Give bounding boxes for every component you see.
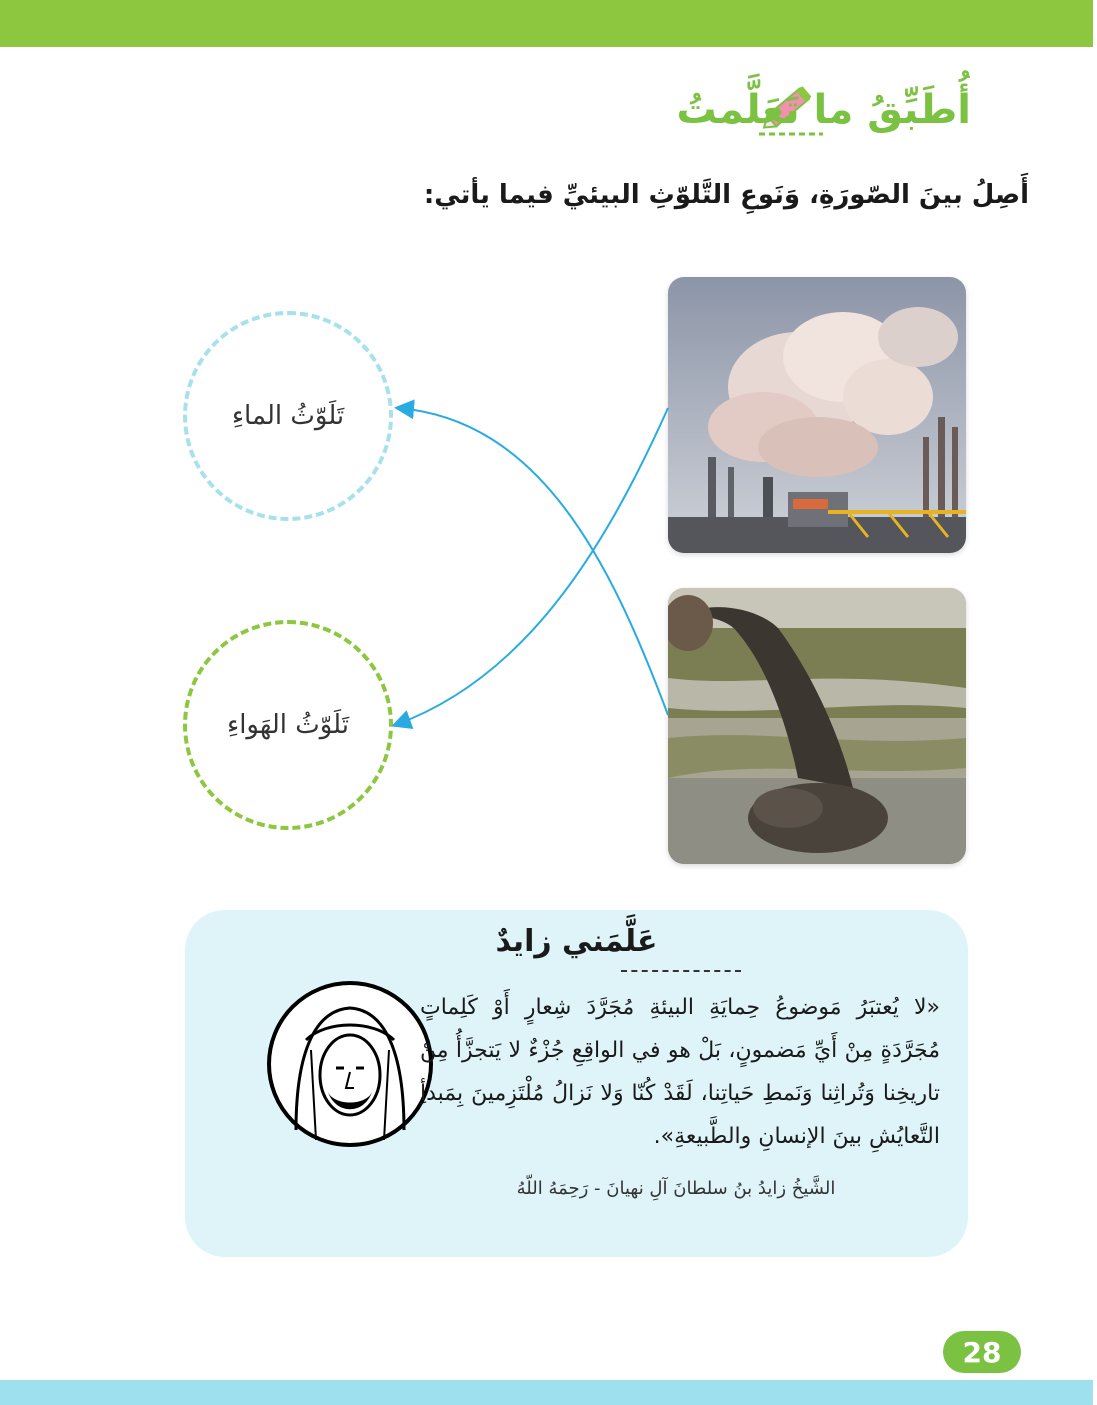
bottom-color-bar: [0, 1380, 1093, 1405]
quote-title-underline: [621, 970, 741, 972]
zayed-quote-box: [185, 910, 968, 1257]
arrow-water-to-sewage: [398, 408, 668, 715]
air-pollution-label: تَلَوّثُ الهَواءِ: [226, 710, 350, 740]
quote-title: عَلَّمَني زايدٌ: [495, 924, 658, 959]
top-color-bar: [0, 0, 1093, 47]
instruction-text: أَصِلُ بينَ الصّورَةِ، وَنَوعِ التَّلوّثِ البيئيِّ فيما يأتي:: [423, 180, 1029, 210]
page-title: [677, 80, 972, 140]
quote-text: «لا يُعتبَرُ مَوضوعُ حِمايَةِ البيئةِ مُجَرَّدَ شِعارٍ أَوْ كَلِماتٍ مُجَرَّدَةٍ مِنْ أَيِّ مَضمونٍ، بَلْ هو في الواقِعِ جُزْءٌ لا يَتجزَّأُ مِنْ تاريخِنا وَتُراثِنا وَنَمطِ حَياتِنا، لَقَدْ كُنّا وَلا نَزالُ مُلْتَزِمينَ بِمَبدأِ التَّعايُشِ بينَ الإنسانِ والطَّبيعةِ».: [420, 995, 940, 1149]
arrow-air-to-factory: [395, 408, 668, 725]
page-number: 28: [943, 1331, 1021, 1373]
air-pollution-circle[interactable]: [183, 620, 393, 830]
water-pollution-circle[interactable]: [183, 311, 393, 521]
title-text: أُطَبِّقُ ما تَعَلَّمتُ: [676, 87, 971, 133]
water-pollution-label: تَلَوّثُ الماءِ: [231, 401, 345, 431]
sewage-pipe-photo[interactable]: [668, 588, 966, 864]
quote-author: الشَّيخُ زايدُ بنُ سلطانَ آلِ نهيانَ - رَحِمَهُ اللّهُ: [516, 1178, 836, 1199]
factory-smoke-photo[interactable]: [668, 277, 966, 553]
sheikh-zayed-portrait: [266, 980, 434, 1148]
